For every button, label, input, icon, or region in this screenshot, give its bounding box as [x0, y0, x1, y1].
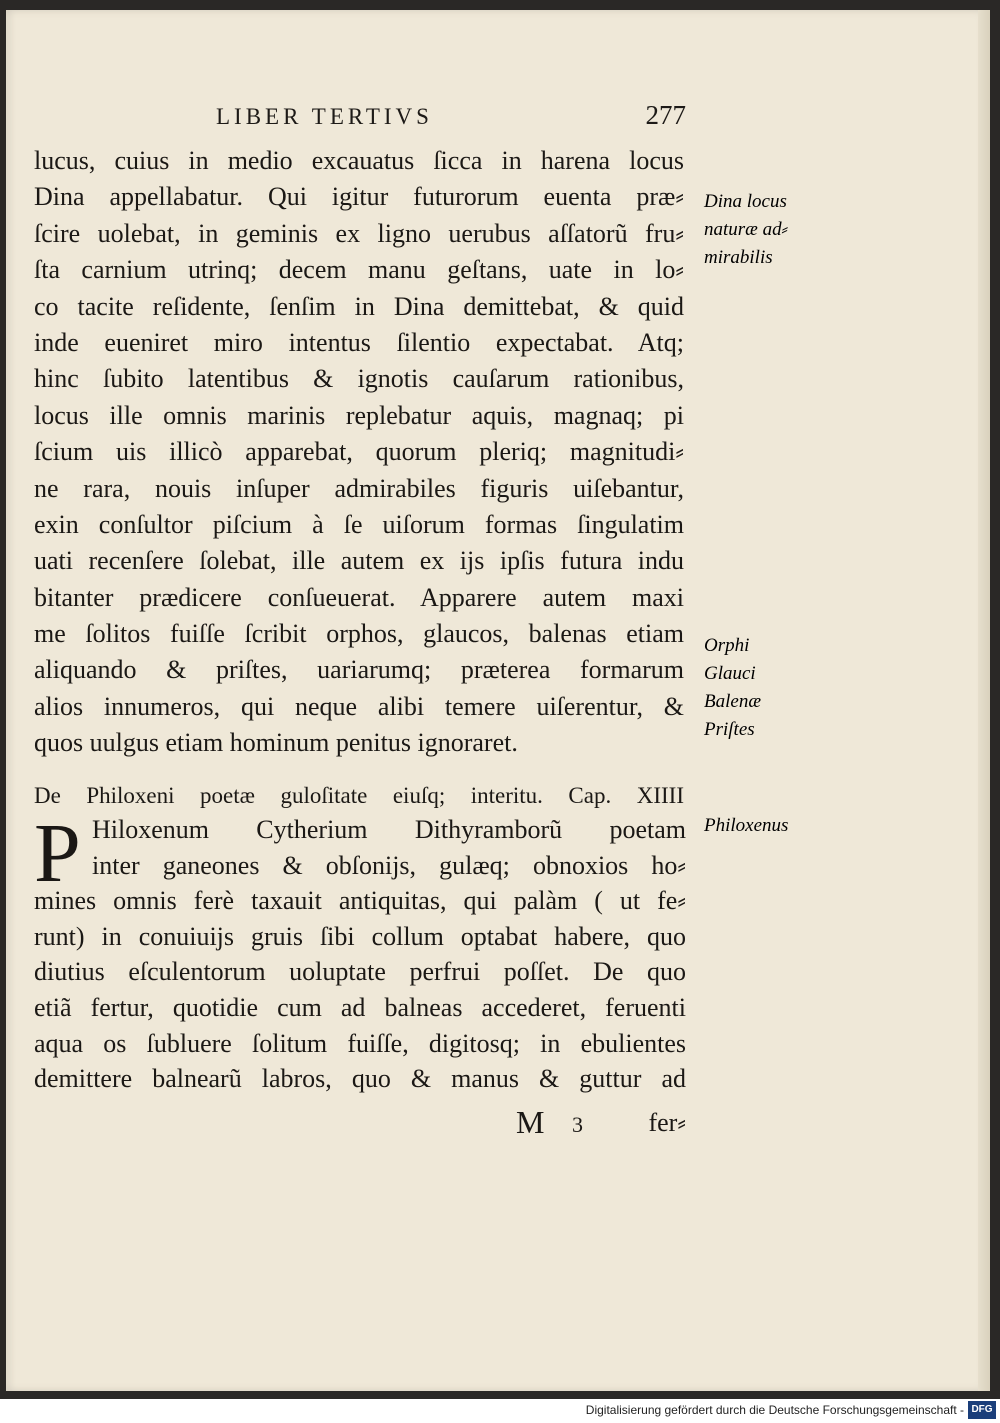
text-line: ſcire uolebat, in geminis ex ligno uerubus aſſatorũ fru⸗: [34, 218, 684, 248]
text-line: me ſolitos fuiſſe ſcribit orphos, glaucos, balenas etiam: [34, 619, 684, 649]
page-edge: [978, 10, 990, 1391]
text-line: mines omnis ferè taxauit antiquitas, qui palàm ( ut fe⸗: [34, 886, 686, 916]
drop-cap: P: [34, 807, 81, 900]
running-header: [216, 100, 686, 134]
catchword: fer⸗: [648, 1108, 686, 1137]
signature-number: 3: [572, 1112, 583, 1137]
text-line: diutius eſculentorum uoluptate perfrui poſſet. De quo: [34, 957, 686, 987]
text-line: aliquando & priſtes, uariarumq; præterea formarum: [34, 655, 684, 685]
body-text: [34, 143, 684, 762]
margin-note-line: Glauci: [704, 663, 756, 684]
text-line: inde eueniret miro intentus ſilentio expectabat. Atq;: [34, 327, 684, 357]
text-line-last: quos uulgus etiam hominum penitus ignoraret.: [34, 728, 518, 758]
digitization-credit-bar: [0, 1399, 1000, 1423]
text-line: bitanter prædicere conſueuerat. Apparere autem maxi: [34, 582, 684, 612]
text-line: ſcium uis illicò apparebat, quorum pleriq; magnitudi⸗: [34, 437, 684, 467]
margin-note-dina: [704, 188, 788, 272]
margin-note-line: Philoxenus: [704, 815, 789, 836]
text-line: locus ille omnis marinis replebatur aquis, magnaq; pi: [34, 400, 684, 430]
chapter-heading: De Philoxeni poetæ guloſitate eiuſq; interitu. Cap. XIIII: [34, 783, 684, 808]
margin-note-line: mirabilis: [704, 247, 773, 268]
text-line: runt) in conuiuijs gruis ſibi collum optabat habere, quo: [34, 921, 686, 951]
text-line: Dina appellabatur. Qui igitur futurorum euenta præ⸗: [34, 182, 684, 212]
margin-note-philoxenus: [704, 812, 788, 840]
margin-note-line: Dina locus: [704, 191, 787, 212]
margin-note-line: Priſtes: [704, 719, 755, 740]
running-title: LIBER TERTIVS: [216, 104, 433, 129]
text-line: hinc ſubito latentibus & ignotis cauſarum rationibus,: [34, 364, 684, 394]
text-line: exin conſultor piſcium à ſe uiſorum formas ſingulatim: [34, 509, 684, 539]
text-line: co tacite reſidente, ſenſim in Dina demittebat, & quid: [34, 291, 684, 321]
text-line: Hiloxenum Cytherium Dithyramborũ poetam: [92, 815, 686, 844]
dfg-logo: DFG: [968, 1401, 996, 1419]
credit-text: Digitalisierung gefördert durch die Deutsche Forschungsgemeinschaft -: [585, 1403, 964, 1417]
text-line: etiã fertur, quotidie cum ad balneas accederet, feruenti: [34, 993, 686, 1022]
signature-mark: M: [516, 1104, 545, 1140]
text-line: ſta carnium utrinq; decem manu geſtans, uate in lo⸗: [34, 255, 684, 285]
text-line: alios innumeros, qui neque alibi temere uiſerentur, &: [34, 691, 684, 721]
margin-note-fish: [704, 632, 761, 744]
text-line: aqua os ſubluere ſolitum fuiſſe, digitosq; in ebulientes: [34, 1028, 686, 1058]
text-line: ne rara, nouis inſuper admirabiles figuris uiſebantur,: [34, 473, 684, 503]
margin-note-line: naturæ ad⸗: [704, 219, 788, 240]
text-line: uati recenſere ſolebat, ille autem ex ijs ipſis futura indu: [34, 546, 684, 576]
margin-note-line: Balenæ: [704, 691, 761, 712]
text-line: demittere balnearũ labros, quo & manus & guttur ad: [34, 1064, 686, 1094]
page-footer: [516, 1104, 686, 1144]
margin-note-line: Orphi: [704, 635, 750, 656]
text-line: inter ganeones & obſonijs, gulæq; obnoxios ho⸗: [92, 850, 686, 880]
text-line: lucus, cuius in medio excauatus ſicca in harena locus: [34, 146, 684, 175]
page-number: 277: [645, 100, 686, 130]
